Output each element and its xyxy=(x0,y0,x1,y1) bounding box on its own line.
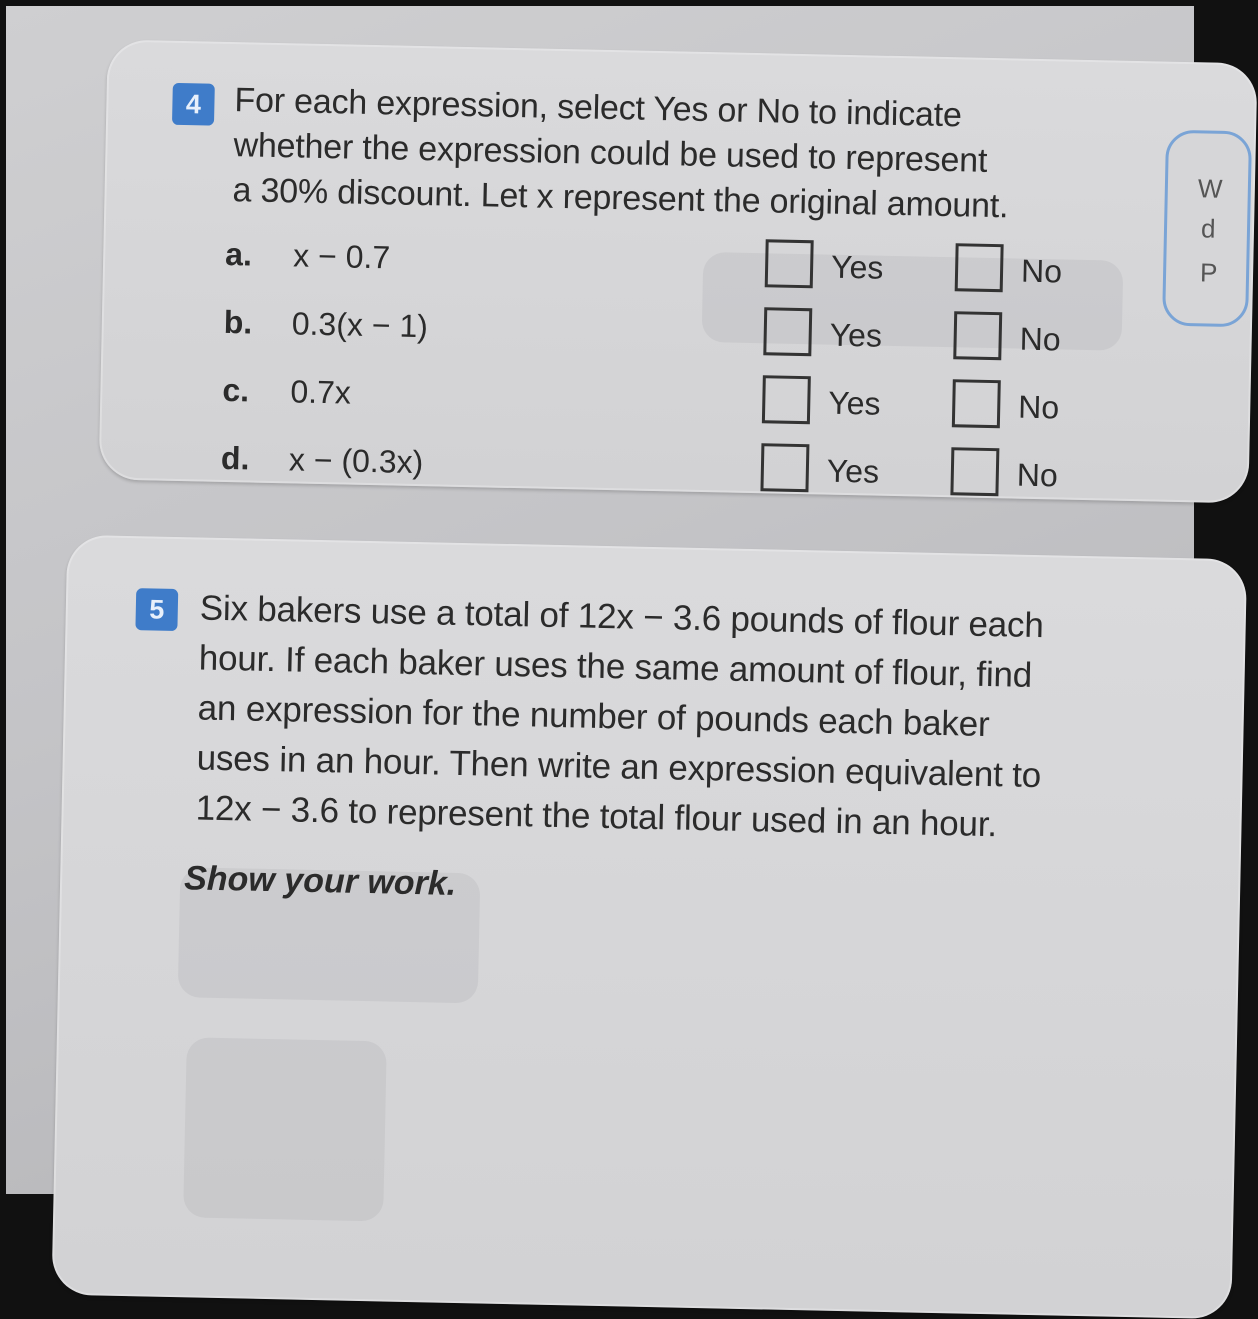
prompt-line: an expression for the number of pounds each baker xyxy=(197,688,990,745)
yes-label: Yes xyxy=(827,384,881,422)
no-checkbox[interactable] xyxy=(952,379,1001,428)
no-checkbox[interactable] xyxy=(953,311,1002,360)
question-4-card xyxy=(99,39,1258,503)
row-letter: a. xyxy=(224,235,253,273)
row-expression: 0.7x xyxy=(290,373,352,411)
yes-checkbox[interactable] xyxy=(762,375,811,424)
yes-label: Yes xyxy=(829,316,883,354)
no-label: No xyxy=(1019,320,1061,358)
question-5-prompt xyxy=(195,584,1045,852)
faded-backprint xyxy=(183,1037,387,1221)
prompt-line: a 30% discount. Let x represent the original amount. xyxy=(232,171,1009,226)
prompt-line: 12x − 3.6 to represent the total flour used in an hour. xyxy=(195,788,998,845)
yes-label: Yes xyxy=(826,452,880,490)
no-label: No xyxy=(1016,456,1059,494)
no-checkbox[interactable] xyxy=(955,243,1004,292)
photo-frame xyxy=(6,6,1223,1194)
question-5-card xyxy=(51,535,1247,1319)
no-checkbox[interactable] xyxy=(950,447,999,496)
row-letter: d. xyxy=(220,439,250,477)
yes-checkbox[interactable] xyxy=(760,443,809,492)
question-4-prompt xyxy=(232,78,1011,229)
no-label: No xyxy=(1020,252,1063,290)
prompt-line: hour. If each baker uses the same amount of flour, find xyxy=(198,638,1033,695)
answer-row-c xyxy=(222,372,1123,441)
row-letter: b. xyxy=(223,303,253,341)
answer-row-a xyxy=(225,236,1126,305)
row-expression: 0.3(x − 1) xyxy=(291,305,429,345)
yes-checkbox[interactable] xyxy=(765,239,814,288)
row-expression: x − 0.7 xyxy=(292,237,391,276)
question-5-badge: 5 xyxy=(135,588,178,631)
show-work-label: Show your work. xyxy=(183,859,457,903)
prompt-line: whether the expression could be used to represent xyxy=(233,126,988,180)
prompt-line: Six bakers use a total of 12x − 3.6 pounds of flour each xyxy=(199,588,1045,646)
side-tab-fragment: d xyxy=(1200,213,1216,244)
row-expression: x − (0.3x) xyxy=(288,441,424,481)
answer-row-b xyxy=(223,304,1124,373)
yes-checkbox[interactable] xyxy=(763,307,812,356)
side-tab-fragment: P xyxy=(1199,257,1218,288)
prompt-line: For each expression, select Yes or No to indicate xyxy=(234,81,963,135)
yes-label: Yes xyxy=(830,248,884,286)
question-4-badge: 4 xyxy=(172,83,215,126)
no-label: No xyxy=(1017,388,1060,426)
side-tab-fragment: W xyxy=(1197,173,1223,204)
row-letter: c. xyxy=(222,371,250,409)
prompt-line: uses in an hour. Then write an expression equivalent to xyxy=(196,738,1042,796)
side-tab xyxy=(1162,130,1252,328)
answer-row-d xyxy=(220,440,1121,509)
